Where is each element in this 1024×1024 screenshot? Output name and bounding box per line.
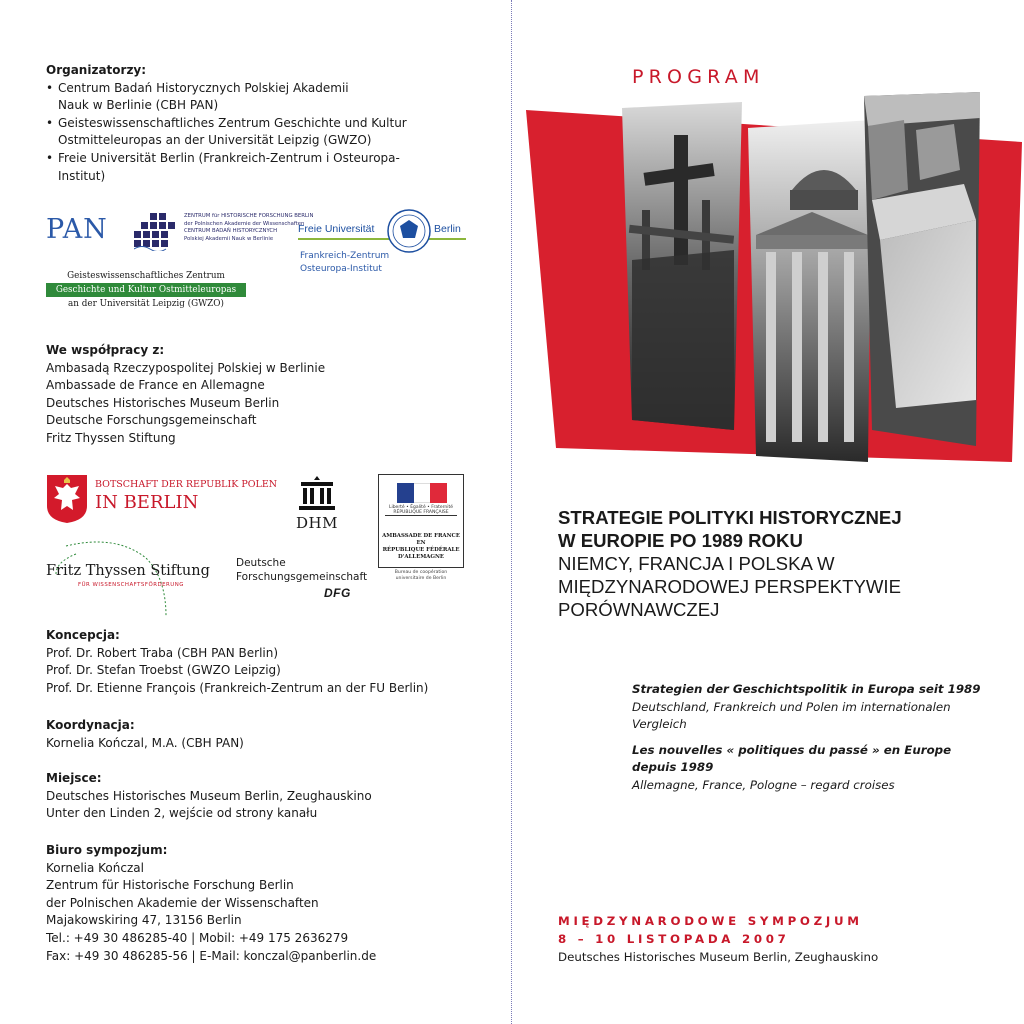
french-flag-icon <box>397 483 447 503</box>
concept-item: Prof. Dr. Stefan Troebst (GWZO Leipzig) <box>46 663 281 678</box>
organizer-item: • Geisteswissenschaftliches Zentrum Geschichte und Kultur Ostmitteleuropas an der Universität Leipzig (GWZO) <box>46 115 496 150</box>
fu-name-right: Berlin <box>434 223 461 235</box>
office-item: Tel.: +49 30 486285-40 | Mobil: +49 175 2636279 <box>46 930 349 945</box>
french-bureau-caption: Bureau de coopération universitaire de Berlin <box>394 570 448 581</box>
main-title <box>558 506 1018 621</box>
divider <box>385 515 457 516</box>
place-heading: Miejsce: <box>46 771 102 785</box>
fold-line <box>511 0 512 1024</box>
german-title: Strategien der Geschichtspolitik in Europa seit 1989 <box>632 682 981 696</box>
dfg-logo: Deutsche Forschungsgemeinschaft <box>236 557 368 583</box>
office-item: Kornelia Kończal <box>46 860 144 875</box>
french-subtitle: Allemagne, France, Pologne – regard croises <box>632 777 895 792</box>
photo-crosses <box>622 102 742 430</box>
french-motto: Liberté • Égalité • Fraternité RÉPUBLIQUE FRANÇAISE <box>388 505 454 515</box>
symposium-dates: 8 – 10 LISTOPADA 2007 <box>558 932 790 946</box>
museum-building-icon <box>297 474 337 514</box>
title-line: MIĘDZYNARODOWEJ PERSPEKTYWIE <box>558 576 901 597</box>
cooperation-section <box>46 342 496 448</box>
photo-dome-building <box>748 120 872 462</box>
office-item: der Polnischen Akademie der Wissenschaften <box>46 895 319 910</box>
french-title: Les nouvelles « politiques du passé » en Europe depuis 1989 <box>632 742 952 774</box>
french-embassy-text: AMBASSADE DE FRANCE EN RÉPUBLIQUE FÉDÉRALE D'ALLEMAGNE <box>382 533 460 560</box>
place-section <box>46 770 496 823</box>
organizers-section <box>46 62 496 185</box>
cooperation-item: Ambassade de France en Allemagne <box>46 378 265 393</box>
place-item: Unter den Linden 2, wejście od strony kanału <box>46 806 318 821</box>
pan-grid-icon <box>134 213 176 251</box>
office-item: Fax: +49 30 486285-56 | E-Mail: konczal@panberlin.de <box>46 948 377 963</box>
title-line: W EUROPIE PO 1989 ROKU <box>558 530 803 551</box>
office-item: Zentrum für Historische Forschung Berlin <box>46 878 294 893</box>
title-line: PORÓWNAWCZEJ <box>558 599 720 620</box>
fritz-thyssen-logo <box>46 538 210 618</box>
fu-name-left: Freie Universität <box>298 223 375 235</box>
symposium-venue: Deutsches Historisches Museum Berlin, Zeughauskino <box>558 950 879 964</box>
gwzo-logo: Geisteswissenschaftliches Zentrum Geschichte und Kultur Ostmitteleuropas an der Universität Leipzig (GWZO) <box>46 270 246 311</box>
cooperation-item: Fritz Thyssen Stiftung <box>46 430 176 445</box>
fu-green-bar <box>298 238 466 240</box>
embassy-line2: IN BERLIN <box>95 492 199 513</box>
fu-berlin-logo <box>298 206 478 280</box>
coordination-item: Kornelia Kończal, M.A. (CBH PAN) <box>46 735 244 750</box>
fu-seal-icon <box>386 208 432 254</box>
symposium-label: MIĘDZYNARODOWE SYMPOZJUM <box>558 914 863 928</box>
place-item: Deutsches Historisches Museum Berlin, Zeughauskino <box>46 788 372 803</box>
fritz-thyssen-sub: FÜR WISSENSCHAFTSFÖRDERUNG <box>78 582 184 588</box>
dfg-mark: DFG <box>324 586 351 600</box>
symposium-info <box>558 912 878 966</box>
coordination-section <box>46 717 496 752</box>
concept-section <box>46 627 496 697</box>
polish-embassy-logo <box>46 474 296 530</box>
fritz-thyssen-name: Fritz Thyssen Stiftung <box>46 563 210 579</box>
title-line: STRATEGIE POLITYKI HISTORYCZNEJ <box>558 507 902 528</box>
concept-heading: Koncepcja: <box>46 628 120 642</box>
cooperation-item: Deutsches Historisches Museum Berlin <box>46 395 280 410</box>
office-heading: Biuro sympozjum: <box>46 843 168 857</box>
organizer-item: • Freie Universität Berlin (Frankreich-Zentrum i Osteuropa- Institut) <box>46 150 496 185</box>
office-item: Majakowskiring 47, 13156 Berlin <box>46 913 242 928</box>
fu-subunits: Frankreich-Zentrum Osteuropa-Institut <box>300 251 390 274</box>
organizer-item: • Centrum Badań Historycznych Polskiej Akademii Nauk w Berlinie (CBH PAN) <box>46 80 496 115</box>
left-panel <box>46 62 496 185</box>
organizers-heading: Organizatorzy: <box>46 63 147 77</box>
title-line: NIEMCY, FRANCJA I POLSKA W <box>558 553 835 574</box>
polish-eagle-icon <box>46 474 88 524</box>
cooperation-item: Ambasadą Rzeczypospolitej Polskiej w Berlinie <box>46 360 326 375</box>
cover-photo-collage <box>524 90 1024 470</box>
german-subtitle: Deutschland, Frankreich und Polen im internationalen <box>632 699 951 714</box>
french-embassy-logo <box>378 474 464 568</box>
pan-wordmark: PAN <box>46 214 108 245</box>
program-label: PROGRAM <box>632 66 765 88</box>
pan-logo <box>46 210 314 260</box>
translated-titles <box>632 681 992 794</box>
embassy-line1: BOTSCHAFT DER REPUBLIK POLEN <box>95 479 278 490</box>
dhm-wordmark: DHM <box>296 514 338 532</box>
cooperation-item: Deutsche Forschungsgemeinschaft <box>46 413 257 428</box>
photo-memorial-stelae <box>864 92 980 446</box>
german-subtitle: Vergleich <box>632 717 687 731</box>
office-section <box>46 842 496 965</box>
concept-item: Prof. Dr. Etienne François (Frankreich-Zentrum an der FU Berlin) <box>46 680 429 695</box>
coordination-heading: Koordynacja: <box>46 718 135 732</box>
dhm-logo <box>294 474 340 536</box>
pan-logo-text: ZENTRUM für HISTORISCHE FORSCHUNG BERLIN der Polnischen Akademie der Wissenschaften CENTRUM BADAŃ HISTORYCZNYCH Polskiej Akademii Nauk w Berlinie <box>184 213 314 242</box>
cooperation-heading: We współpracy z: <box>46 343 165 357</box>
concept-item: Prof. Dr. Robert Traba (CBH PAN Berlin) <box>46 645 279 660</box>
